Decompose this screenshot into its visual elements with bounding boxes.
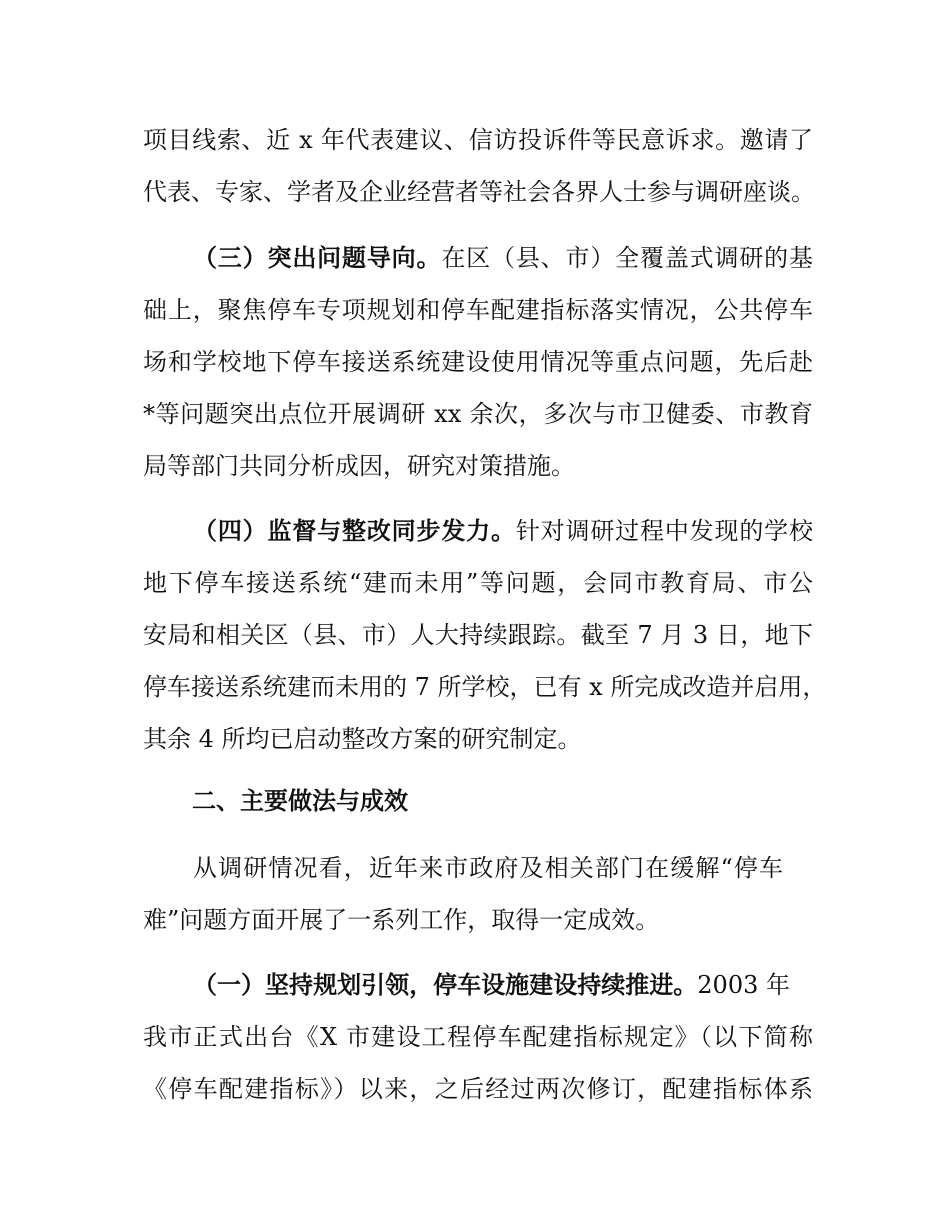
paragraph-5-line-1	[193, 970, 790, 1000]
paragraph-5-text: 2003 年	[697, 971, 791, 999]
paragraph-2-line-1	[193, 243, 813, 273]
paragraph-3-heading: （四）监督与整改同步发力。	[193, 517, 516, 545]
paragraph-2-line-2: 础上，聚焦停车专项规划和停车配建指标落实情况，公共停车	[143, 296, 813, 324]
paragraph-3-line-2: 地下停车接送系统“建而未用”等问题，会同市教育局、市公	[143, 569, 813, 597]
paragraph-2-line-3: 场和学校地下停车接送系统建设使用情况等重点问题，先后赴	[143, 348, 813, 376]
paragraph-4-line-2: 难”问题方面开展了一系列工作，取得一定成效。	[143, 906, 660, 934]
paragraph-3-line-3: 安局和相关区（县、市）人大持续跟踪。截至 7 月 3 日，地下	[143, 621, 813, 649]
paragraph-5-line-2: 我市正式出台《X 市建设工程停车配建指标规定》（以下简称	[143, 1023, 813, 1051]
paragraph-3-line-4: 停车接送系统建而未用的 7 所学校，已有 x 所完成改造并启用，	[143, 673, 827, 701]
paragraph-3-line-5: 其余 4 所均已启动整改方案的研究制定。	[143, 725, 582, 753]
paragraph-5-heading: （一）坚持规划引领，停车设施建设持续推进。	[193, 971, 698, 999]
paragraph-1-line-1: 项目线索、近 x 年代表建议、信访投诉件等民意诉求。邀请了	[143, 126, 813, 154]
paragraph-5-line-3: 《停车配建指标》）以来，之后经过两次修订，配建指标体系	[143, 1075, 813, 1103]
paragraph-1-line-2: 代表、专家、学者及企业经营者等社会各界人士参与调研座谈。	[143, 178, 815, 206]
paragraph-3-line-1	[193, 516, 813, 546]
section-2-title: 二、主要做法与成效	[192, 787, 408, 815]
paragraph-2-text: 在区（县、市）全覆盖式调研的基	[441, 244, 814, 272]
paragraph-2-line-4: *等问题突出点位开展调研 xx 余次，多次与市卫健委、市教育	[143, 400, 813, 428]
paragraph-3-text: 针对调研过程中发现的学校	[515, 517, 814, 545]
paragraph-2-heading: （三）突出问题导向。	[193, 244, 442, 272]
paragraph-4-line-1: 从调研情况看，近年来市政府及相关部门在缓解“停车	[193, 854, 783, 882]
paragraph-2-line-5: 局等部门共同分析成因，研究对策措施。	[143, 452, 575, 480]
